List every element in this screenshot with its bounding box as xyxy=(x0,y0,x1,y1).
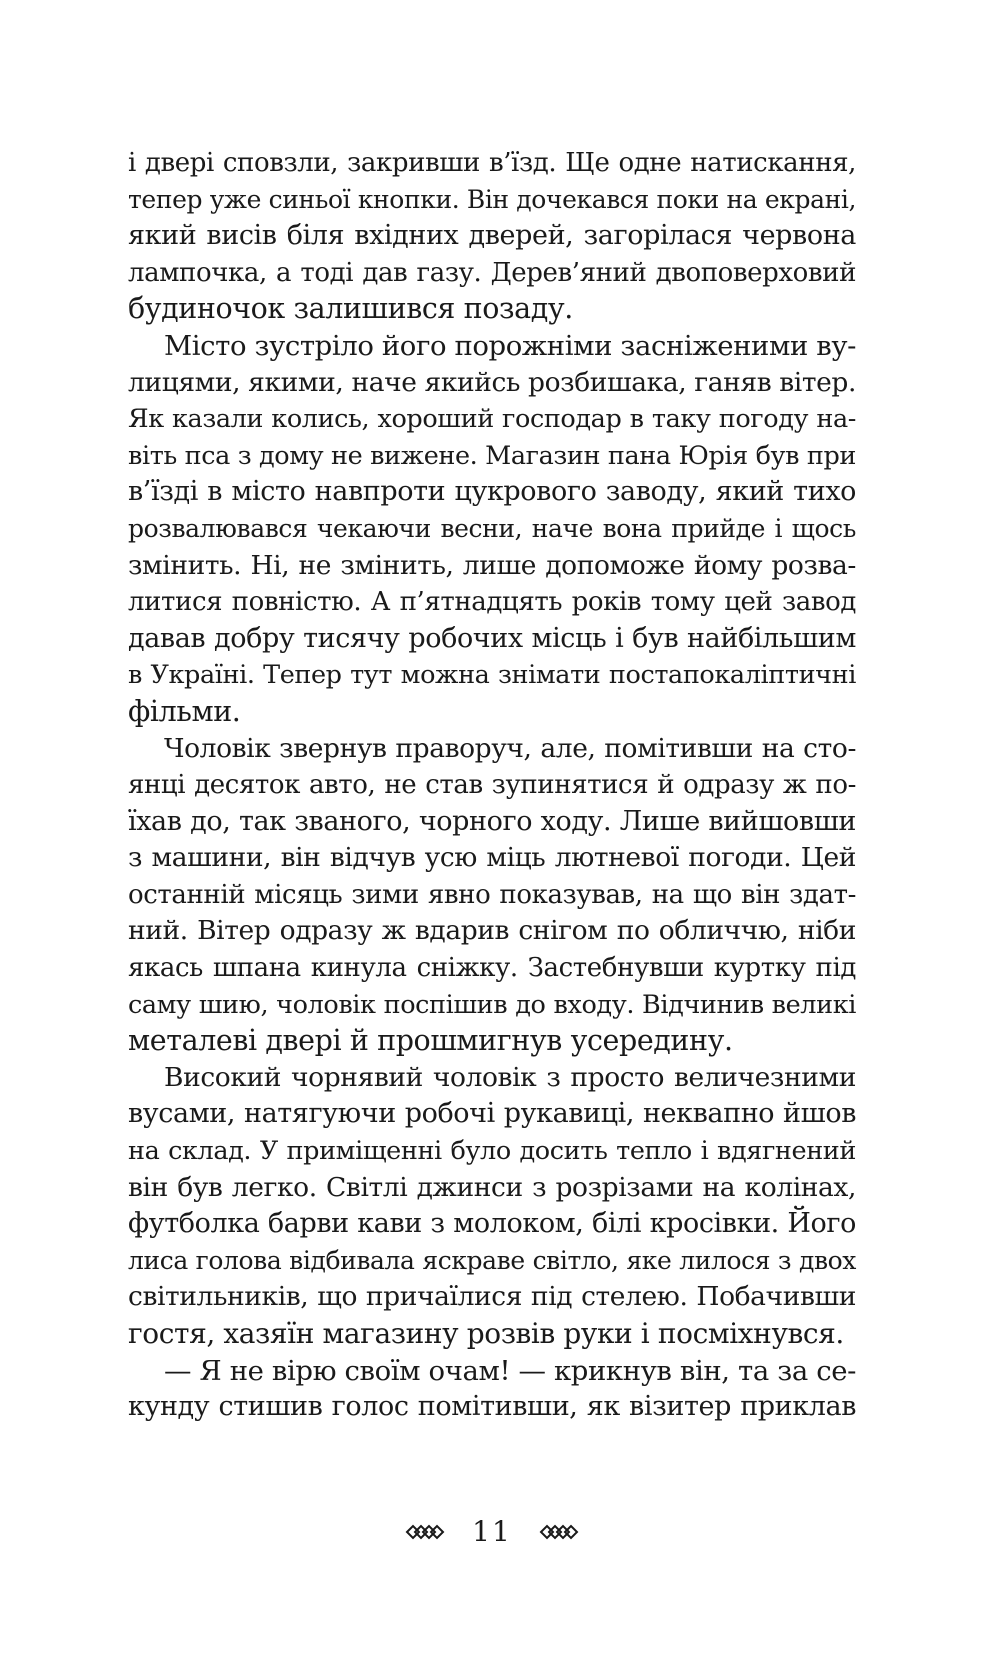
text-line: і двері сповзли, закривши в’їзд. Ще одне натискання, xyxy=(128,148,856,178)
text-line: світильників, що причаїлися під стелею. Побачивши xyxy=(128,1281,856,1313)
text-line: останній місяць зими явно показував, на що він здат- xyxy=(128,879,856,910)
text-line: лампочка, а тоді дав газу. Дерев’яний двоповерховий xyxy=(128,257,856,288)
paragraph-start-line: Високий чорнявий чоловік з просто величезними xyxy=(164,1061,856,1093)
text-line: він був легко. Світлі джинси з розрізами на колінах, xyxy=(128,1171,856,1203)
text-line: з машини, він відчув усю міць лютневої погоди. Цей xyxy=(128,842,856,874)
text-line: на склад. У приміщенні було досить тепло і вдягнений xyxy=(128,1136,856,1167)
text-line: лицями, якими, наче якийсь розбишака, ганяв вітер. xyxy=(128,366,856,398)
text-line: їхав до, так званого, чорного ходу. Лише вийшовши xyxy=(128,805,856,837)
text-line: футболка барви кави з молоком, білі кросівки. Його xyxy=(128,1208,856,1240)
page-number: 11 xyxy=(472,1514,512,1548)
text-line: лиса голова відбивала яскраве світло, яке лилося з двох xyxy=(128,1245,856,1275)
text-line: змінить. Ні, не змінить, лише допоможе йому розва- xyxy=(128,549,856,581)
text-line: ний. Вітер одразу ж вдарив снігом по обличчю, ніби xyxy=(128,915,856,947)
text-line: якась шпана кинула сніжку. Застебнувши куртку під xyxy=(128,953,856,984)
text-line: віть пса з дому не вижене. Магазин пана Юрія був при xyxy=(128,440,856,471)
text-line: в’їзді в місто навпроти цукрового заводу, який тихо xyxy=(128,476,856,508)
text-line: гостя, хазяїн магазину розвів руки і посміхнувся. xyxy=(128,1317,844,1350)
text-line: в Україні. Тепер тут можна знімати постапокаліптичні xyxy=(128,660,856,691)
ornament-right-icon xyxy=(539,1522,579,1542)
paragraph-start-line: Місто зустріло його порожніми засніженими ву- xyxy=(164,329,856,362)
text-line: Як казали колись, хороший господар в таку погоду на- xyxy=(128,404,856,435)
text-line: фільми. xyxy=(128,694,241,728)
text-line: кунду стишив голос помітивши, як візитер приклав xyxy=(128,1391,856,1423)
text-line: розвалювався чекаючи весни, наче вона прийде і щось xyxy=(128,513,856,543)
text-line: саму шию, чоловік поспішив до входу. Відчинив великі xyxy=(128,989,856,1020)
paragraph-start-line: Чоловік звернув праворуч, але, помітивши на сто- xyxy=(164,732,856,764)
text-line: вусами, натягуючи робочі рукавиці, неквапно йшов xyxy=(128,1098,856,1130)
body-text xyxy=(128,145,856,1426)
text-line: який висів біля вхідних дверей, загорілася червона xyxy=(128,220,856,252)
text-line: янці десяток авто, не став зупинятися й одразу ж по- xyxy=(128,770,856,801)
text-line: металеві двері й прошмигнув усередину. xyxy=(128,1024,733,1058)
text-line: литися повністю. А п’ятнадцять років тому цей завод xyxy=(128,587,856,618)
page-footer xyxy=(0,1510,984,1552)
text-line: будиночок залишився позаду. xyxy=(128,292,573,326)
paragraph-start-line: — Я не вірю своїм очам! — крикнув він, та за се- xyxy=(164,1354,856,1387)
ornament-left-icon xyxy=(405,1522,445,1542)
text-line: давав добру тисячу робочих місць і був найбільшим xyxy=(128,622,856,654)
text-line: тепер уже синьої кнопки. Він дочекався поки на екрані, xyxy=(128,184,856,214)
